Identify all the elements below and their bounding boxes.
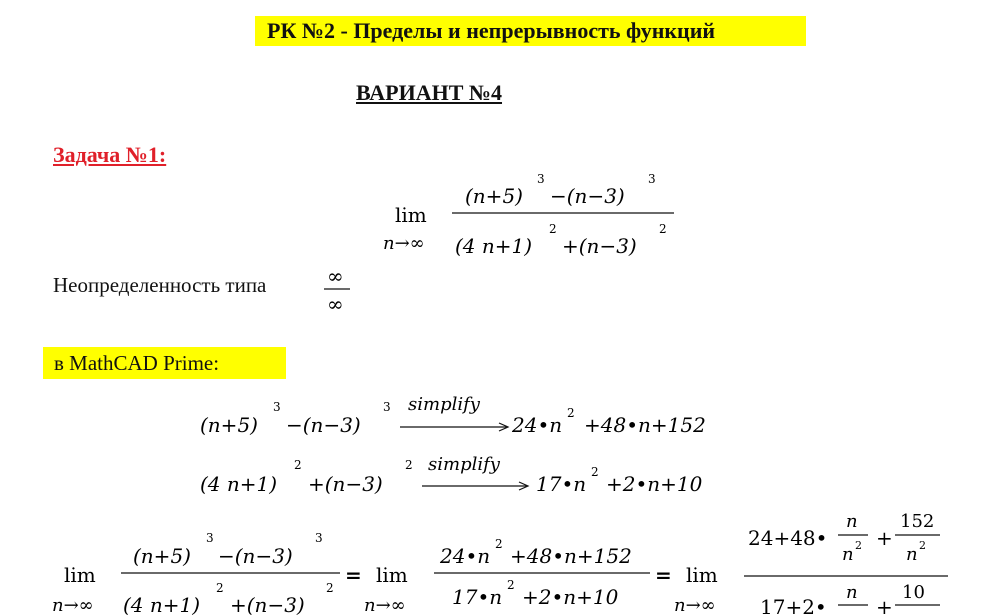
svg-text:2: 2 xyxy=(659,222,667,236)
formula-chain xyxy=(52,511,948,615)
mathcad-label: в MathCAD Prime: xyxy=(43,347,286,379)
indeterminacy-fraction xyxy=(324,264,350,316)
svg-text:+48•n+152: +48•n+152 xyxy=(510,544,632,568)
svg-text:n: n xyxy=(846,511,858,532)
svg-text:+: + xyxy=(876,526,893,550)
svg-text:2: 2 xyxy=(919,539,926,552)
svg-text:∞: ∞ xyxy=(327,264,344,288)
indeterminacy-text: Неопределенность типа xyxy=(53,273,267,297)
svg-text:2: 2 xyxy=(549,222,557,236)
page-title: РК №2 - Пределы и непрерывность функций xyxy=(255,16,806,46)
formula-main-limit xyxy=(383,172,674,258)
variant-heading: ВАРИАНТ №4 xyxy=(356,80,503,105)
svg-text:n→∞: n→∞ xyxy=(364,595,406,615)
svg-text:=: = xyxy=(655,563,672,587)
svg-text:(4 n+1): (4 n+1) xyxy=(455,234,533,258)
svg-text:n→∞: n→∞ xyxy=(674,595,716,615)
svg-text:simplify: simplify xyxy=(408,394,480,415)
svg-text:24+48•: 24+48• xyxy=(748,526,828,550)
svg-text:−(n−3): −(n−3) xyxy=(286,413,361,437)
svg-text:+(n−3): +(n−3) xyxy=(562,234,637,258)
svg-text:3: 3 xyxy=(537,172,545,186)
svg-text:2: 2 xyxy=(855,539,862,552)
simplify-numerator xyxy=(200,394,706,437)
svg-text:−(n−3): −(n−3) xyxy=(550,184,625,208)
svg-text:lim: lim xyxy=(376,563,408,587)
svg-text:2: 2 xyxy=(216,581,224,595)
svg-text:+48•n+152: +48•n+152 xyxy=(584,413,706,437)
svg-text:2: 2 xyxy=(567,406,575,420)
svg-text:simplify: simplify xyxy=(428,454,500,475)
svg-text:(n+5): (n+5) xyxy=(200,413,258,437)
svg-text:+(n−3): +(n−3) xyxy=(230,593,305,615)
task-heading: Задача №1: xyxy=(53,142,167,167)
svg-text:+2•n+10: +2•n+10 xyxy=(522,585,619,609)
lim-text: lim xyxy=(395,203,427,227)
svg-text:∞: ∞ xyxy=(327,292,344,316)
svg-text:2: 2 xyxy=(405,458,413,472)
svg-text:n→∞: n→∞ xyxy=(52,595,94,615)
svg-text:2: 2 xyxy=(495,537,503,551)
svg-text:2: 2 xyxy=(591,465,599,479)
svg-text:17•n: 17•n xyxy=(536,472,587,496)
svg-text:n: n xyxy=(842,544,854,565)
svg-text:17•n: 17•n xyxy=(452,585,503,609)
svg-text:2: 2 xyxy=(294,458,302,472)
svg-text:24•n: 24•n xyxy=(440,544,491,568)
svg-text:+: + xyxy=(876,595,893,615)
svg-text:3: 3 xyxy=(648,172,656,186)
svg-text:n: n xyxy=(846,582,858,603)
svg-text:lim: lim xyxy=(64,563,96,587)
svg-text:10: 10 xyxy=(902,582,925,603)
svg-text:2: 2 xyxy=(326,581,334,595)
svg-text:+2•n+10: +2•n+10 xyxy=(606,472,703,496)
svg-text:−(n−3): −(n−3) xyxy=(218,544,293,568)
svg-text:(n+5): (n+5) xyxy=(465,184,523,208)
svg-text:2: 2 xyxy=(507,578,515,592)
svg-text:lim: lim xyxy=(686,563,718,587)
svg-text:(n+5): (n+5) xyxy=(133,544,191,568)
svg-text:3: 3 xyxy=(206,531,214,545)
svg-text:+(n−3): +(n−3) xyxy=(308,472,383,496)
svg-text:152: 152 xyxy=(900,511,935,532)
svg-text:3: 3 xyxy=(383,400,391,414)
svg-text:n: n xyxy=(906,544,918,565)
svg-text:3: 3 xyxy=(315,531,323,545)
svg-text:24•n: 24•n xyxy=(512,413,563,437)
svg-text:17+2•: 17+2• xyxy=(760,595,827,615)
svg-text:(4 n+1): (4 n+1) xyxy=(123,593,201,615)
svg-text:(4 n+1): (4 n+1) xyxy=(200,472,278,496)
lim-sub: n→∞ xyxy=(383,233,425,254)
svg-text:3: 3 xyxy=(273,400,281,414)
simplify-denominator xyxy=(200,454,703,496)
svg-text:=: = xyxy=(345,563,362,587)
